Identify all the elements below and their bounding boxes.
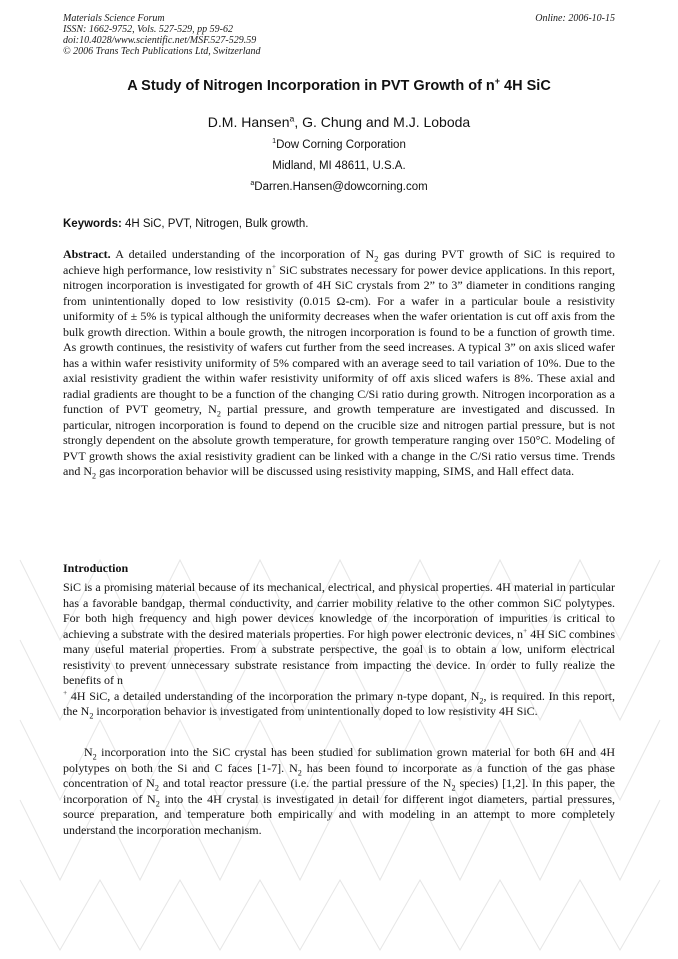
subscript: 2: [155, 798, 160, 808]
title-tail: 4H SiC: [500, 78, 551, 94]
paragraph-text: incorporation behavior is investigated from unintentionally doped to low resistivity 4H SiC.: [93, 704, 538, 718]
subscript: 2: [92, 752, 97, 762]
email-mark: a: [250, 179, 255, 188]
superscript: +: [523, 625, 528, 635]
keywords-label: Keywords:: [63, 218, 122, 230]
superscript: +: [271, 261, 277, 271]
journal-copyright: © 2006 Trans Tech Publications Ltd, Switzerland: [63, 46, 261, 57]
author-hansen: D.M. Hansen: [207, 114, 290, 130]
title-superscript: +: [494, 76, 501, 87]
paragraph-text: into the 4H crystal is investigated in detail for different ingot diameters, partial pressures, source preparation, and temperature both empirically and with modeling in an attempt to more completely understand the incorporation mechanism.: [63, 791, 615, 837]
subscript: 2: [451, 783, 456, 793]
subscript: 2: [297, 767, 302, 777]
abstract-text: gas during PVT growth of SiC is required to achieve high performance, low resistivity n: [63, 247, 615, 277]
subscript: 2: [89, 711, 94, 721]
keywords-line: [63, 218, 615, 230]
introduction-paragraph-1: [63, 580, 615, 720]
abstract-text: partial pressure, and growth temperature are investigated and discussed. In particular, nitrogen incorporation is found to depend on the crucible size and nitrogen partial pressure, but is not strongly dependent on the absolute growth temperature, for growth temperature ranging over 150°C. Modeling of PVT growth shows the axial resistivity gradient can be linked with a change in the C/Si ratio versus time. Trends and N: [63, 402, 615, 478]
paragraph-text: SiC is a promising material because of its mechanical, electrical, and physical properties. 4H material in particular has a favorable bandgap, thermal conductivity, and carrier mobility relative to the other common SiC polytypes. For both high frequency and high power devices knowledge of the incorporation of impurities is critical to achieving a substrate with the desired materials properties. For high power electronic devices, n: [63, 580, 615, 641]
affiliation-mark: 1: [272, 137, 277, 146]
abstract-paragraph: [63, 247, 615, 480]
paragraph-text: and total reactor pressure (i.e. the partial pressure of the N: [158, 776, 452, 790]
journal-name: Materials Science Forum: [63, 13, 165, 24]
abstract-label: Abstract.: [63, 247, 111, 261]
abstract-text: SiC substrates necessary for power device applications. In this report, nitrogen incorporation is investigated for growth of 4H SiC crystals from 2” to 3” diameter in conditions ranging from unintentionally doped to low resistivity (0.015 Ω-cm). For a wafer in a particular boule a resistivity uniformity of ± 5% is typical although the uniformity decreases when the wafer orientation is cut off axis from the bulk growth direction. Within a boule growth, the nitrogen incorporation is found to be a function of growth time. As growth continues, the resistivity of wafers cut further from the seed increases. A typical 3” on axis sliced wafer has a within wafer resistivity uniformity of 5% compared with an average seed to tail variation of 10%. Due to the axial resistivity gradient the within wafer resistivity uniformity of off axis sliced wafers is 8%. These axial and radial gradients are thought to be a function of the changing C/Si ratio during growth. Nitrogen incorporation as a function of PVT geometry, N: [63, 262, 615, 416]
subscript: 2: [374, 254, 379, 264]
author-list: [40, 114, 638, 130]
section-heading-introduction: Introduction: [63, 561, 129, 575]
journal-doi: doi:10.4028/www.scientific.net/MSF.527-529.59: [63, 35, 257, 46]
journal-issn: ISSN: 1662-9752, Vols. 527-529, pp 59-62: [63, 24, 233, 35]
superscript: +: [63, 687, 68, 697]
online-date: Online: 2006-10-15: [535, 13, 615, 24]
journal-info: [63, 13, 261, 57]
affiliation-org-name: Dow Corning Corporation: [276, 139, 406, 151]
introduction-paragraph-2: [63, 745, 615, 838]
abstract-text: A detailed understanding of the incorporation of N: [110, 247, 375, 261]
subscript: 2: [216, 409, 221, 419]
subscript: 2: [154, 783, 159, 793]
paragraph-text: incorporation into the SiC crystal has been studied for sublimation grown material for both 6H and 4H polytypes on both the Si and C faces [1-7]. N: [63, 745, 615, 775]
affiliation-city: Midland, MI 48611, U.S.A.: [272, 160, 406, 172]
email-address: Darren.Hansen@dowcorning.com: [254, 181, 428, 193]
paragraph-text: N: [84, 745, 93, 759]
paragraph-text: species) [1,2]. In this paper, the incorporation of N: [63, 776, 616, 806]
author-mark: a: [289, 113, 295, 124]
paragraph-text: 4H SiC combines many useful material properties. From a substrate perspective, the goal is to obtain a low, uniform electrical resistivity to prevent unnecessary substrate resistance from impacting the device. In order to fully realize the benefits of n: [63, 626, 616, 687]
affiliation-email: [40, 181, 638, 193]
affiliation-org: [40, 139, 638, 151]
paragraph-text: , is required. In this report, the N: [63, 688, 616, 718]
paper-title: [40, 78, 638, 94]
title-text: A Study of Nitrogen Incorporation in PVT Growth of n: [127, 78, 495, 94]
paragraph-text: 4H SiC, a detailed understanding of the incorporation the primary n-type dopant, N: [67, 688, 480, 703]
author-others: , G. Chung and M.J. Loboda: [294, 114, 471, 130]
abstract-text: gas incorporation behavior will be discussed using resistivity mapping, SIMS, and Hall effect data.: [96, 464, 575, 478]
paragraph-text: has been found to incorporate as a function of the gas phase concentration of N: [63, 760, 616, 790]
subscript: 2: [479, 695, 484, 705]
keywords-text: 4H SiC, PVT, Nitrogen, Bulk growth.: [121, 218, 309, 230]
subscript: 2: [92, 471, 97, 481]
